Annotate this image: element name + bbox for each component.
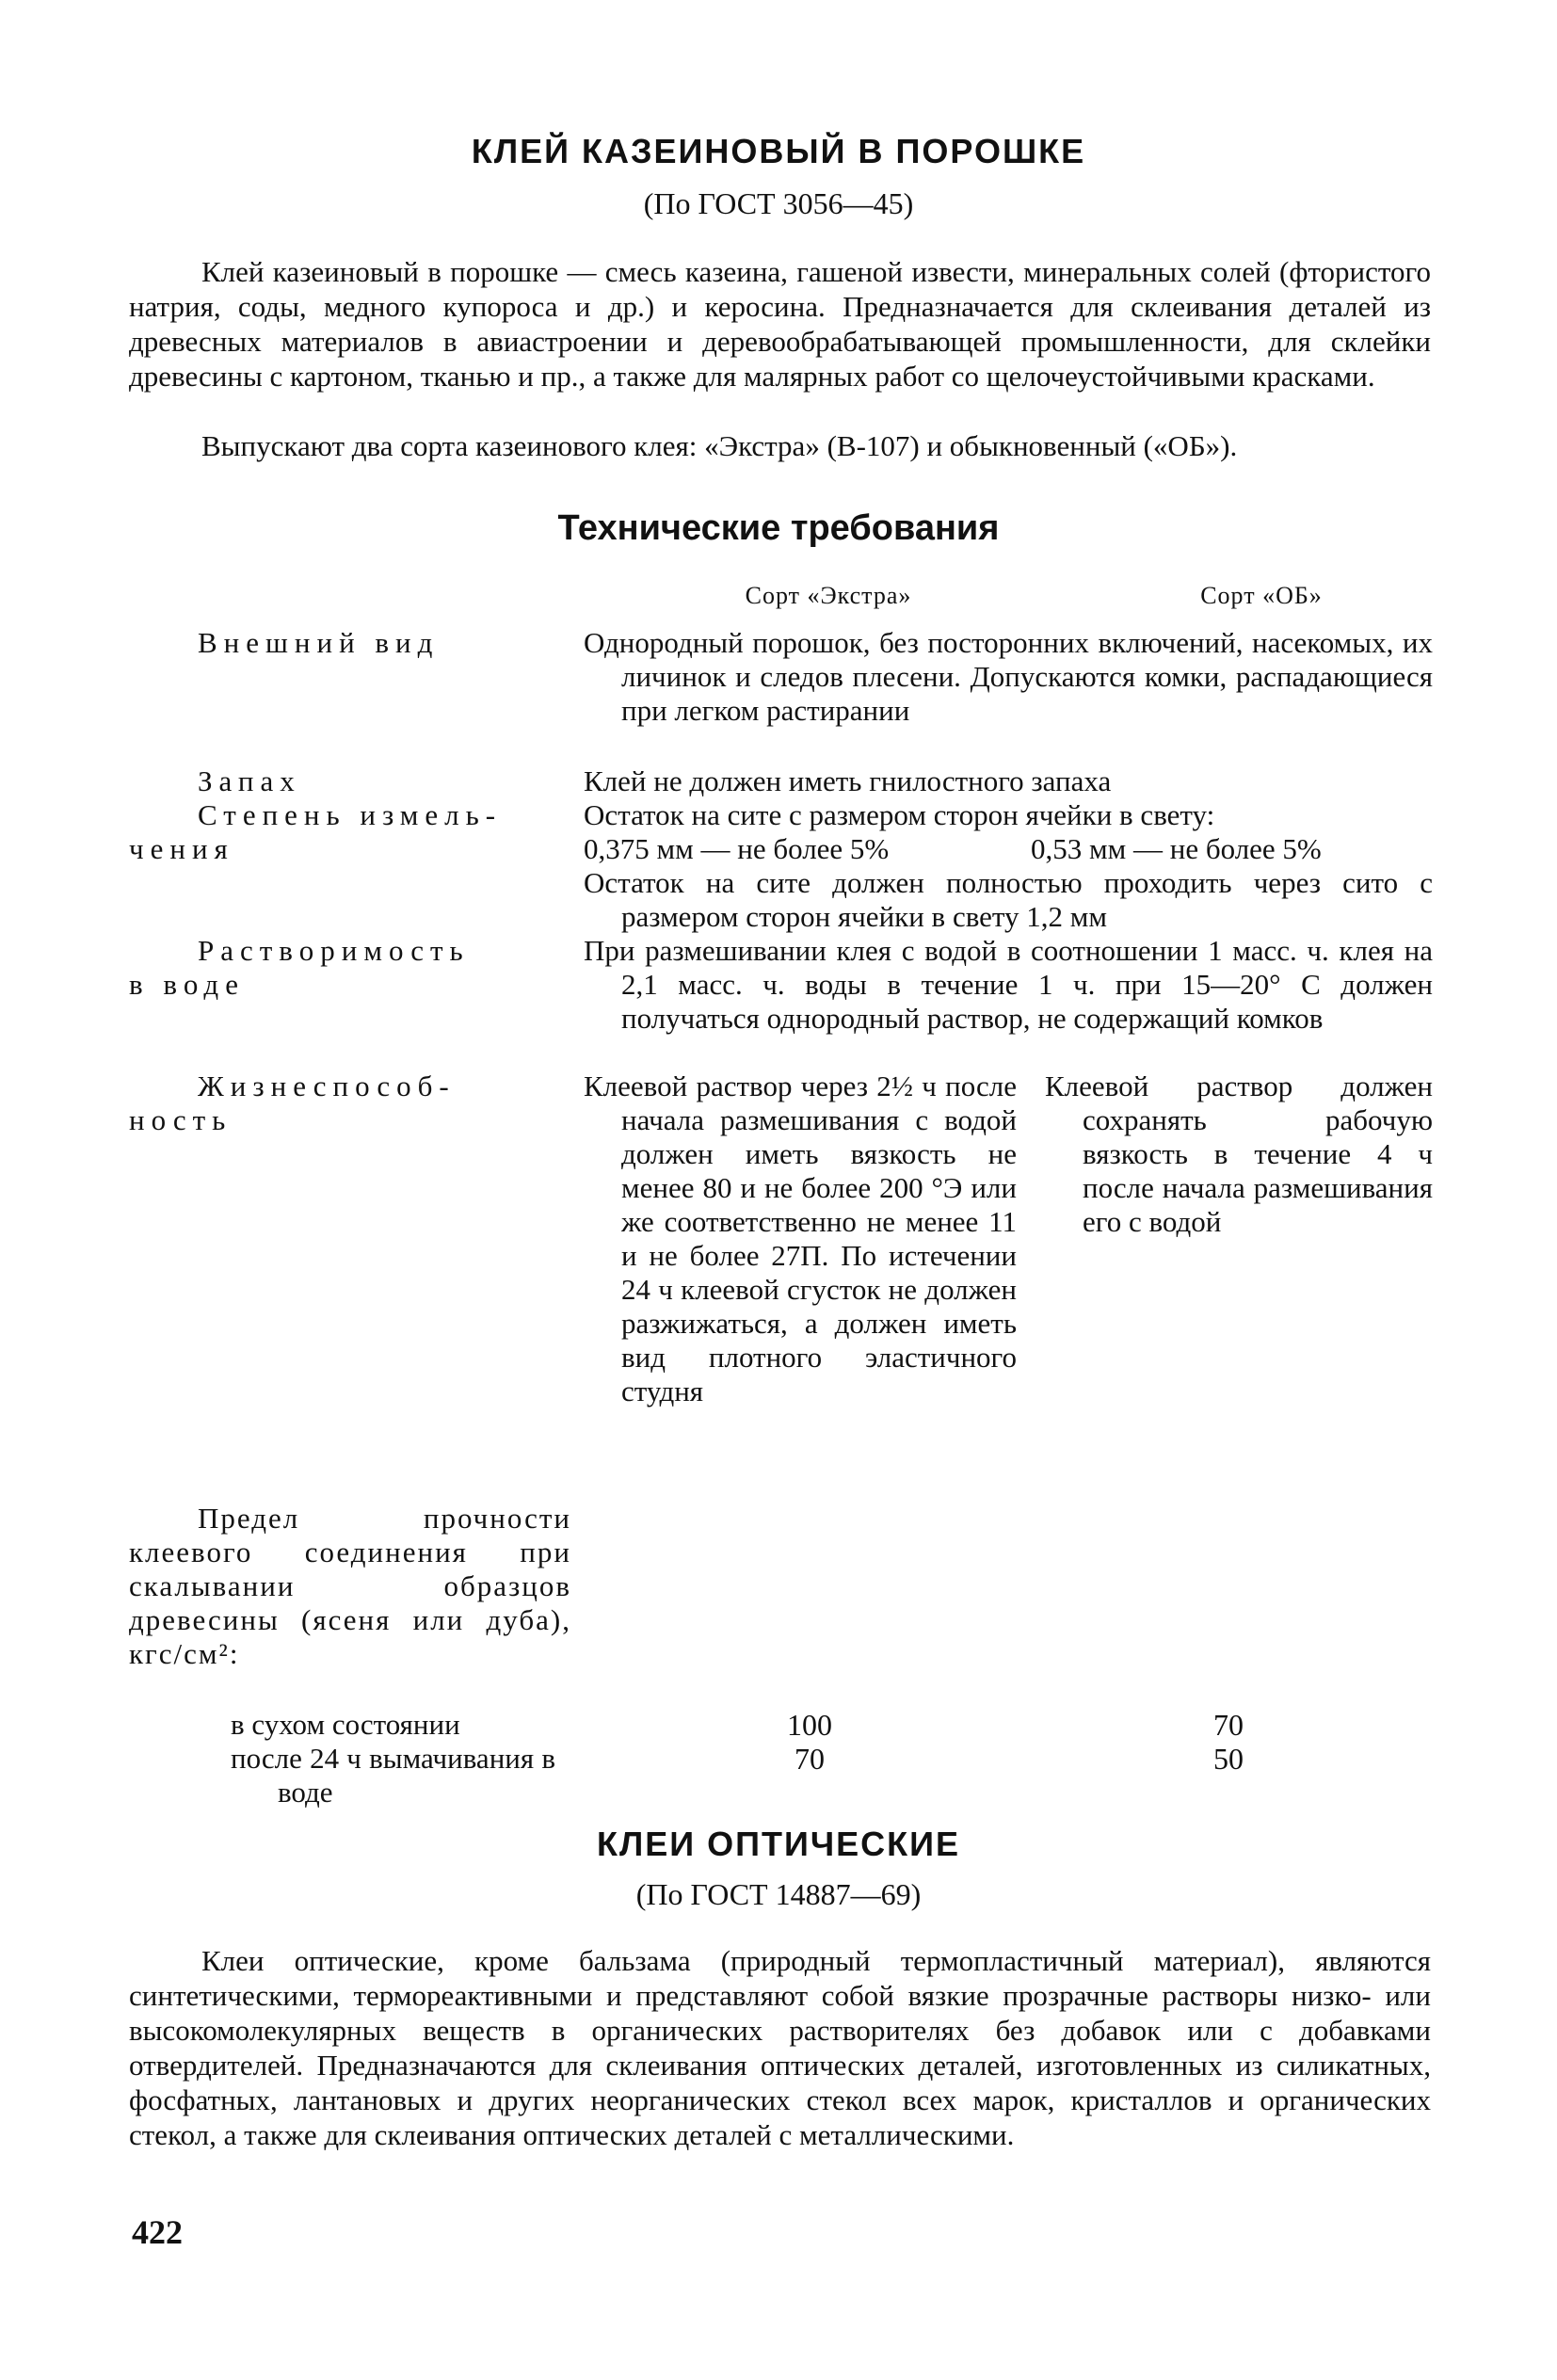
- section-title-casein: КЛЕЙ КАЗЕИНОВЫЙ В ПОРОШКЕ: [471, 132, 1086, 170]
- casein-description-paragraph: Клей казеиновый в порошке — смесь казеина, гашеной извести, минеральных солей (фтористого натрия, соды, медного купороса и др.) и керосина. Предназначается для склеивания деталей из древесных материалов в авиастроении и деревообрабатывающей промышленности, для склейки древесины с картоном, тканью и пр., а также для малярных работ со щелочеустойчивыми красками.: [129, 255, 1431, 393]
- label-grinding-2: чения: [129, 832, 234, 865]
- value-grinding-1: Остаток на сите с размером сторон ячейки в свету:: [584, 798, 1215, 831]
- page-number: 422: [132, 2213, 183, 2251]
- value-wet-ob: 50: [1213, 1742, 1244, 1776]
- value-solubility: При размешивании клея с водой в соотношении 1 масс. ч. клея на 2,1 масс. ч. воды в течение 1 ч. при 15—20° С должен получаться однородный раствор, не содержащий комков: [584, 934, 1433, 1035]
- value-pot-life-extra: Клеевой раствор через 2½ ч после начала размешивания с водой должен иметь вязкость не менее 80 и не более 200 °Э или же соответственно не менее 11 и не более 27П. По истечении 24 ч клеевой сгусток не должен разжижаться, а должен иметь вид плотного эластичного студня: [584, 1069, 1017, 1407]
- value-wet-extra: 70: [795, 1742, 825, 1776]
- value-dry-extra: 100: [787, 1708, 832, 1742]
- value-pot-life-ob: Клеевой раствор должен сохранять рабочую вязкость в течение 4 ч после начала размешивания его с водой: [1045, 1069, 1433, 1238]
- label-appearance: Внешний вид: [198, 626, 440, 659]
- value-dry-ob: 70: [1213, 1708, 1244, 1742]
- label-shear-strength: Предел прочности клеевого соединения при скалывании образцов древесины (ясеня или дуба), кгс/см²:: [129, 1502, 571, 1670]
- label-grinding-1: Степень измель-: [198, 798, 503, 831]
- section-subtitle-gost-14887: (По ГОСТ 14887—69): [635, 1877, 922, 1911]
- value-smell: Клей не должен иметь гнилостного запаха: [584, 764, 1112, 797]
- column-header-ob: Сорт «ОБ»: [1200, 582, 1323, 609]
- value-appearance: Однородный порошок, без посторонних включений, насекомых, их личинок и следов плесени. Допускаются комки, распадающиеся при легком растирании: [584, 626, 1433, 727]
- value-grinding-2: Остаток на сите должен полностью проходить через сито с размером сторон ячейки в свету 1,2 мм: [584, 866, 1433, 933]
- casein-grades-paragraph: Выпускают два сорта казеинового клея: «Экстра» (В-107) и обыкновенный («ОБ»).: [201, 429, 1238, 462]
- label-pot-life-2: ность: [129, 1103, 233, 1136]
- column-header-extra: Сорт «Экстра»: [745, 582, 912, 609]
- label-pot-life-1: Жизнеспособ-: [198, 1069, 456, 1102]
- optical-description-paragraph: Клеи оптические, кроме бальзама (природный термопластичный материал), являются синтетическими, термореактивными и представляют собой вязкие прозрачные растворы низко- или высокомолекулярных веществ в органических растворителях без добавок или с добавками отвердителей. Предназначаются для склеивания оптических деталей, изготовленных из силикатных, фосфатных, лантановых и других неорганических стекол всех марок, кристаллов и органических стекол, а также для склеивания оптических деталей с металлическими.: [129, 1944, 1431, 2151]
- label-smell: Запах: [198, 764, 301, 797]
- value-grinding-ob: 0,53 мм — не более 5%: [1031, 832, 1322, 865]
- label-dry-state: в сухом состоянии: [231, 1708, 460, 1741]
- section-subtitle-gost-3056: (По ГОСТ 3056—45): [643, 186, 914, 220]
- tech-requirements-heading: Технические требования: [557, 508, 1000, 548]
- label-after-soaking: после 24 ч вымачивания в воде: [231, 1742, 555, 1809]
- section-title-optical: КЛЕИ ОПТИЧЕСКИЕ: [596, 1825, 961, 1863]
- value-grinding-extra: 0,375 мм — не более 5%: [584, 832, 890, 865]
- label-solubility-1: Растворимость: [198, 934, 470, 967]
- label-solubility-2: в воде: [129, 968, 245, 1001]
